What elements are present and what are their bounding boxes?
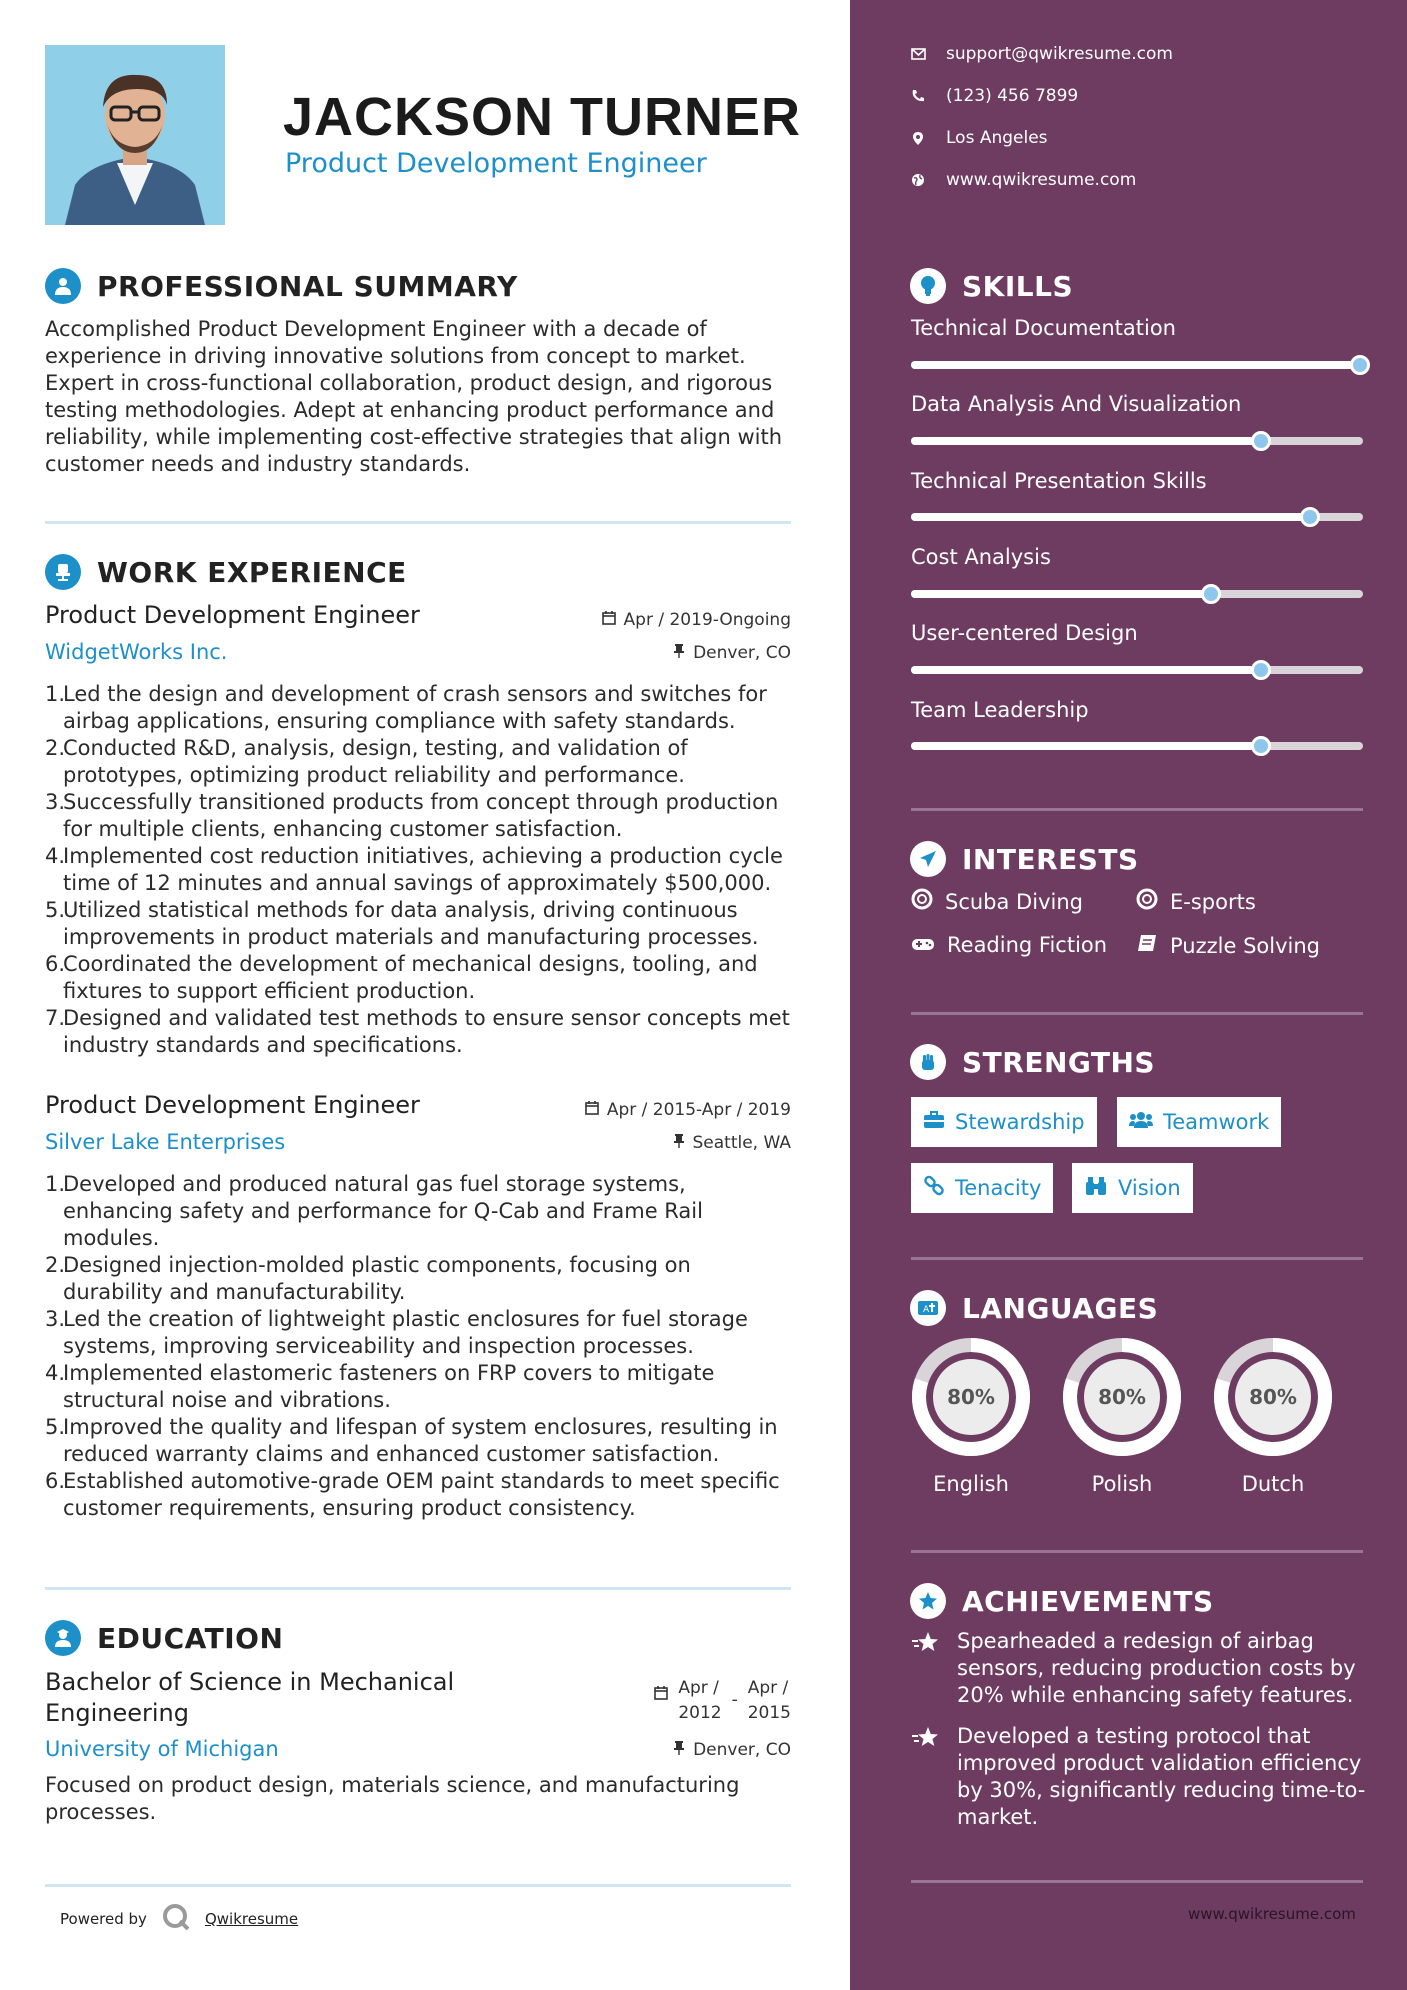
skills-heading — [910, 268, 1073, 304]
item-line: improvements in product materials and manufacturing processes. — [63, 925, 759, 949]
achievement-line: improved product validation efficiency — [957, 1751, 1362, 1775]
item-number: 3. — [45, 790, 66, 814]
achievement-item — [911, 1628, 1371, 1709]
section-divider — [45, 1884, 791, 1887]
powered-by — [60, 1902, 298, 1936]
skill-fill — [911, 437, 1264, 445]
link-icon — [923, 1175, 945, 1202]
language-percent: 80% — [947, 1385, 995, 1409]
job-dates-text: Apr / 2019-Ongoing — [623, 610, 791, 630]
skill-bar — [911, 361, 1363, 369]
list-item — [45, 1171, 795, 1252]
graduate-icon — [45, 1620, 81, 1656]
skill-fill — [911, 590, 1214, 598]
strength-chip — [1117, 1097, 1281, 1147]
summary-title: PROFESSIONAL SUMMARY — [97, 269, 518, 303]
item-number: 4. — [45, 844, 66, 868]
strengths-title: STRENGTHS — [962, 1045, 1156, 1079]
end-month: Apr / — [747, 1678, 789, 1698]
list-item — [45, 1468, 795, 1522]
strength-label: Teamwork — [1163, 1110, 1270, 1134]
item-line: Implemented elastomeric fasteners on FRP covers to mitigate — [63, 1361, 715, 1385]
degree-title — [45, 1667, 454, 1729]
contact-location-text: Los Angeles — [946, 128, 1048, 148]
list-item — [45, 681, 795, 735]
item-number: 1. — [45, 682, 66, 706]
summary-line: reliability, while implementing cost-effective strategies that align with — [45, 425, 783, 449]
pin-icon — [673, 643, 685, 663]
qwikresume-link[interactable]: Qwikresume — [204, 1910, 299, 1928]
skill-label: Data Analysis And Visualization — [911, 392, 1242, 416]
fist-icon — [910, 1044, 946, 1080]
star-icon — [911, 1723, 943, 1831]
job-duties — [45, 681, 795, 1059]
achievement-line: Spearheaded a redesign of airbag — [957, 1629, 1314, 1653]
achievement-line: sensors, reducing production costs by — [957, 1656, 1356, 1680]
list-item — [45, 897, 795, 951]
interest-item — [911, 933, 1107, 957]
skill-knob — [1251, 431, 1271, 451]
degree-line: Bachelor of Science in Mechanical — [45, 1668, 455, 1696]
end-year: 2015 — [747, 1703, 791, 1723]
skill-knob — [1300, 507, 1320, 527]
job-dates-text: Apr / 2015-Apr / 2019 — [606, 1100, 791, 1120]
item-number: 5. — [45, 898, 66, 922]
footer-website[interactable]: www.qwikresume.com — [1188, 1905, 1356, 1923]
list-item — [45, 1252, 795, 1306]
item-line: fixtures to support efficient production. — [63, 979, 476, 1003]
strength-label: Vision — [1118, 1176, 1181, 1200]
achievement-line: Developed a testing protocol that — [957, 1724, 1311, 1748]
interest-label: Scuba Diving — [945, 889, 1083, 914]
section-divider — [45, 1587, 791, 1590]
skill-label: User-centered Design — [911, 621, 1138, 645]
languages-heading — [910, 1290, 1158, 1326]
list-item — [45, 951, 795, 1005]
education-location-text: Denver, CO — [693, 1740, 791, 1760]
list-item — [45, 1005, 795, 1059]
powered-by-label: Powered by — [60, 1910, 147, 1928]
binoculars-icon — [1084, 1176, 1108, 1201]
language-donut — [910, 1336, 1032, 1458]
item-line: Established automotive-grade OEM paint standards to meet specific — [63, 1469, 780, 1493]
list-item — [45, 1306, 795, 1360]
item-line: Improved the quality and lifespan of system enclosures, resulting in — [63, 1415, 778, 1439]
envelope-icon — [910, 46, 926, 62]
sidebar-divider — [911, 1880, 1363, 1883]
language-donut — [1061, 1336, 1183, 1458]
sidebar-divider — [911, 808, 1363, 811]
skill-fill — [911, 361, 1363, 369]
skill-label: Technical Presentation Skills — [911, 469, 1207, 493]
skill-bar — [911, 513, 1363, 521]
achievement-line: by 30%, significantly reducing time-to- — [957, 1778, 1366, 1802]
list-item — [45, 843, 795, 897]
education-description — [45, 1772, 795, 1826]
profile-photo — [45, 45, 225, 225]
language-name: Dutch — [1241, 1472, 1305, 1496]
item-line: modules. — [63, 1226, 160, 1250]
skill-bar — [911, 590, 1363, 598]
school-name: University of Michigan — [45, 1737, 279, 1761]
pin-icon — [673, 1133, 685, 1153]
interest-item — [1136, 933, 1320, 958]
work-title: WORK EXPERIENCE — [97, 555, 407, 589]
item-line: Conducted R&D, analysis, design, testing, and validation of — [63, 736, 688, 760]
item-line: Led the design and development of crash sensors and switches for — [63, 682, 767, 706]
contact-website-text: www.qwikresume.com — [946, 170, 1137, 190]
achievements-heading — [910, 1583, 1214, 1619]
star-icon — [911, 1628, 943, 1709]
summary-line: customer needs and industry standards. — [45, 452, 471, 476]
lifebuoy-icon — [1136, 888, 1158, 915]
skill-knob — [1251, 660, 1271, 680]
contact-phone[interactable] — [910, 86, 1078, 106]
item-line: prototypes, optimizing product reliability and performance. — [63, 763, 685, 787]
language-donut — [1212, 1336, 1334, 1458]
work-heading — [45, 554, 407, 590]
interest-item — [1136, 888, 1256, 915]
achievements-title: ACHIEVEMENTS — [962, 1584, 1214, 1618]
svg-text:A: A — [923, 1305, 930, 1315]
gamepad-icon — [911, 933, 935, 957]
strength-label: Stewardship — [955, 1110, 1085, 1134]
job-dates — [602, 610, 791, 630]
interest-label: E-sports — [1170, 889, 1256, 914]
job-dates — [585, 1100, 791, 1120]
calendar-icon — [585, 1100, 599, 1120]
item-number: 1. — [45, 1172, 66, 1196]
achievement-item — [911, 1723, 1371, 1831]
contact-location — [910, 128, 1048, 148]
item-number: 4. — [45, 1361, 66, 1385]
list-item — [45, 1360, 795, 1414]
skill-fill — [911, 742, 1264, 750]
sidebar-divider — [911, 1257, 1363, 1260]
item-number: 6. — [45, 952, 66, 976]
achievement-line: market. — [957, 1805, 1039, 1829]
list-item — [45, 1414, 795, 1468]
item-line: systems, improving serviceability and inspection processes. — [63, 1334, 694, 1358]
language-percent: 80% — [1098, 1385, 1146, 1409]
job-location — [673, 1133, 792, 1153]
section-divider — [45, 521, 791, 524]
item-line: Successfully transitioned products from concept through production — [63, 790, 779, 814]
strength-chip — [1072, 1163, 1193, 1213]
languages-title: LANGUAGES — [962, 1291, 1159, 1325]
strengths-heading — [910, 1044, 1155, 1080]
item-number: 2. — [45, 736, 66, 760]
job-location — [673, 643, 791, 663]
book-icon — [1136, 933, 1158, 958]
interests-heading — [910, 841, 1139, 877]
users-icon — [1129, 1110, 1153, 1134]
list-item — [45, 789, 795, 843]
contact-email-text: support@qwikresume.com — [946, 44, 1173, 64]
skill-label: Team Leadership — [911, 698, 1089, 722]
pin-icon — [673, 1740, 685, 1760]
summary-line: Accomplished Product Development Engineer with a decade of — [45, 317, 707, 341]
item-line: Designed and validated test methods to ensure sensor concepts met — [63, 1006, 790, 1030]
phone-icon — [910, 88, 926, 104]
item-line: Led the creation of lightweight plastic enclosures for fuel storage — [63, 1307, 748, 1331]
item-line: enhancing safety and performance for Q-Cab and Frame Rail — [63, 1199, 703, 1223]
education-title: EDUCATION — [97, 1621, 284, 1655]
star-badge-icon — [910, 1583, 946, 1619]
skill-knob — [1201, 584, 1221, 604]
item-line: Developed and produced natural gas fuel storage systems, — [63, 1172, 686, 1196]
interest-label: Reading Fiction — [947, 933, 1108, 957]
item-line: reduced warranty claims and enhanced customer satisfaction. — [63, 1442, 720, 1466]
globe-icon — [910, 172, 926, 188]
contact-phone-text: (123) 456 7899 — [946, 86, 1079, 106]
job-duties — [45, 1171, 795, 1522]
paper-plane-icon — [910, 841, 946, 877]
summary-line: Expert in cross-functional collaboration, product design, and rigorous — [45, 371, 773, 395]
briefcase-icon — [923, 1110, 945, 1134]
education-line: processes. — [45, 1800, 157, 1824]
list-item — [45, 735, 795, 789]
interest-item — [911, 888, 1083, 915]
skill-knob — [1350, 355, 1370, 375]
language-name: Polish — [1091, 1472, 1153, 1496]
skill-label: Technical Documentation — [911, 316, 1176, 340]
language-icon — [910, 1290, 946, 1326]
summary-text — [45, 316, 795, 478]
job-title: Product Development Engineer — [45, 1091, 420, 1119]
item-line: Utilized statistical methods for data analysis, driving continuous — [63, 898, 738, 922]
skill-fill — [911, 666, 1264, 674]
start-month: Apr / — [678, 1678, 719, 1698]
language-name: English — [933, 1472, 1009, 1496]
calendar-icon — [654, 1676, 668, 1708]
skill-fill — [911, 513, 1313, 521]
education-heading — [45, 1620, 283, 1656]
item-line: Designed injection-molded plastic components, focusing on — [63, 1253, 691, 1277]
education-dates — [654, 1676, 791, 1726]
skill-knob — [1251, 736, 1271, 756]
lightbulb-icon — [910, 268, 946, 304]
achievement-line: 20% while enhancing safety features. — [957, 1683, 1354, 1707]
item-line: Coordinated the development of mechanical designs, tooling, and — [63, 952, 758, 976]
item-line: customer requirements, ensuring product consistency. — [63, 1496, 636, 1520]
date-separator: - — [731, 1690, 738, 1710]
lifebuoy-icon — [911, 888, 933, 915]
item-line: Implemented cost reduction initiatives, achieving a production cycle — [63, 844, 783, 868]
item-number: 2. — [45, 1253, 66, 1277]
strength-label: Tenacity — [955, 1176, 1042, 1200]
sidebar-divider — [911, 1550, 1363, 1553]
item-number: 3. — [45, 1307, 66, 1331]
skill-bar — [911, 437, 1363, 445]
calendar-icon — [602, 610, 616, 630]
skill-bar — [911, 666, 1363, 674]
degree-line: Engineering — [45, 1699, 189, 1727]
item-number: 7. — [45, 1006, 66, 1030]
job-location-text: Denver, CO — [693, 643, 791, 663]
language-percent: 80% — [1249, 1385, 1297, 1409]
item-number: 6. — [45, 1469, 66, 1493]
summary-line: testing methodologies. Adept at enhancing product performance and — [45, 398, 775, 422]
contact-email[interactable] — [910, 44, 1173, 64]
summary-heading — [45, 268, 518, 304]
location-pin-icon — [910, 130, 926, 146]
item-line: airbag applications, ensuring compliance with safety standards. — [63, 709, 736, 733]
job-company: Silver Lake Enterprises — [45, 1130, 286, 1154]
strength-chip — [911, 1163, 1053, 1213]
education-location — [673, 1740, 791, 1760]
item-line: durability and manufacturability. — [63, 1280, 406, 1304]
sidebar-divider — [911, 1012, 1363, 1015]
contact-website[interactable] — [910, 170, 1136, 190]
candidate-name: JACKSON TURNER — [283, 87, 802, 147]
chair-icon — [45, 554, 81, 590]
summary-line: experience in driving innovative solutions from concept to market. — [45, 344, 746, 368]
start-year: 2012 — [678, 1703, 722, 1723]
job-location-text: Seattle, WA — [692, 1133, 791, 1153]
qwikresume-logo-icon — [161, 1902, 191, 1936]
item-number: 5. — [45, 1415, 66, 1439]
job-title: Product Development Engineer — [45, 601, 420, 629]
strength-chip — [911, 1097, 1097, 1147]
item-line: for multiple clients, enhancing customer satisfaction. — [63, 817, 623, 841]
education-line: Focused on product design, materials science, and manufacturing — [45, 1773, 740, 1797]
job-company: WidgetWorks Inc. — [45, 640, 228, 664]
skills-title: SKILLS — [962, 269, 1074, 303]
skill-bar — [911, 742, 1363, 750]
item-line: time of 12 minutes and annual savings of approximately $500,000. — [63, 871, 772, 895]
candidate-role: Product Development Engineer — [285, 148, 707, 179]
item-line: industry standards and specifications. — [63, 1033, 463, 1057]
interests-title: INTERESTS — [962, 842, 1139, 876]
item-line: structural noise and vibrations. — [63, 1388, 391, 1412]
user-icon — [45, 268, 81, 304]
interest-label: Puzzle Solving — [1170, 933, 1320, 958]
skill-label: Cost Analysis — [911, 545, 1051, 569]
